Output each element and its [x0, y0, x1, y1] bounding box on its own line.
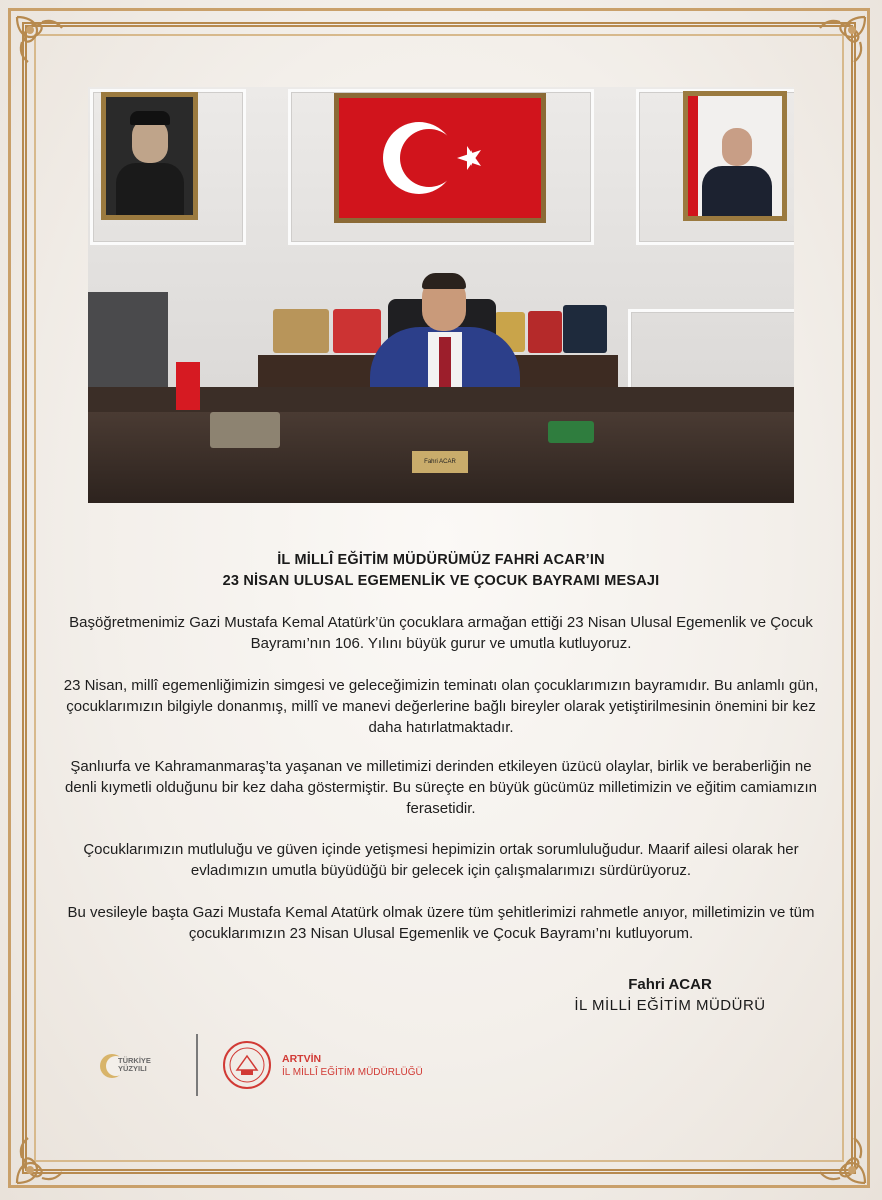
desk-book [548, 421, 594, 443]
turkish-flag [334, 93, 546, 223]
desk-ornament [210, 412, 280, 448]
message-paragraph: Bu vesileyle başta Gazi Mustafa Kemal Atatürk olmak üzere tüm şehitlerimizi rahmetle anıyor, milletimizin ve tüm çocuklarımızın 23 Nisan Ulusal Egemenlik ve Çocuk Bayramı’nı kutluyorum. [67, 904, 815, 942]
meb-seal-icon [222, 1040, 272, 1090]
ataturk-portrait [101, 92, 198, 220]
turkiye-logo-line2: YÜZYILI [118, 1064, 147, 1073]
message-title-line1: İL MİLLÎ EĞİTİM MÜDÜRÜMÜZ FAHRİ ACAR’IN [277, 552, 605, 568]
award-plaque [333, 309, 381, 353]
message-paragraph: Başöğretmenimiz Gazi Mustafa Kemal Atatürk’ün çocuklara armağan ettiği 23 Nisan Ulusal Egemenlik ve Çocuk Bayramı’nın 106. Yılını büyük gurur ve umutla kutluyoruz. [69, 614, 813, 652]
logo-divider [196, 1034, 198, 1096]
message-paragraph: Çocuklarımızın mutluluğu ve güven içinde yetişmesi hepimizin ortak sorumluluğudur. Maarif ailesi olarak her evladımızın umutla büyüdüğü bir gelecek için çalışmalarımızı sürdürüyoruz. [83, 841, 799, 879]
office-photo [88, 87, 794, 503]
corner-ornament-icon [12, 12, 82, 82]
org-subtitle: İL MİLLÎ EĞİTİM MÜDÜRLÜĞÜ [282, 1067, 423, 1078]
corner-ornament-icon [800, 12, 870, 82]
desk-nameplate [412, 451, 468, 473]
message-paragraph: 23 Nisan, millî egemenliğimizin simgesi ve geleceğimizin teminatı olan çocuklarımızın bayramıdır. Bu anlamlı gün, çocuklarımızın bilgiyle donanmış, millî ve manevi değerlerine bağlı bireyler olarak yetiştirilmesinin önemini bir kez daha hatırlatmaktadır. [63, 677, 819, 736]
person-hair [422, 273, 466, 289]
corner-ornament-icon [12, 1118, 82, 1188]
message-paragraph: Şanlıurfa ve Kahramanmaraş’ta yaşanan ve milletimizi derinden etkileyen üzücü olaylar, birlik ve beraberliğin ne denli kıymetli olduğunu bir kez daha göstermiştir. Bu süreçte en büyük gücümüz milletimizin ve eğitim camiamızın ferasetidir. [65, 758, 817, 817]
signature-name: Fahri ACAR [628, 976, 712, 993]
turkiye-yuzyili-logo [100, 1045, 170, 1085]
award-plaque [273, 309, 329, 353]
crescent-icon [100, 1051, 120, 1081]
org-name: ARTVİN [282, 1053, 322, 1065]
desk-flag [176, 362, 200, 410]
corner-ornament-icon [800, 1118, 870, 1188]
president-portrait [683, 91, 787, 221]
award-plaque [528, 311, 562, 353]
award-plaque [563, 305, 607, 353]
nameplate-text: Fahri ACAR [424, 459, 456, 465]
signature-title: İL MİLLİ EĞİTİM MÜDÜRÜ [574, 997, 766, 1014]
message-title-line2: 23 NİSAN ULUSAL EGEMENLİK VE ÇOCUK BAYRAMI MESAJI [222, 573, 660, 589]
turkiye-logo-line1: TÜRKİYE [118, 1056, 151, 1065]
crescent-star-icon [339, 98, 541, 218]
